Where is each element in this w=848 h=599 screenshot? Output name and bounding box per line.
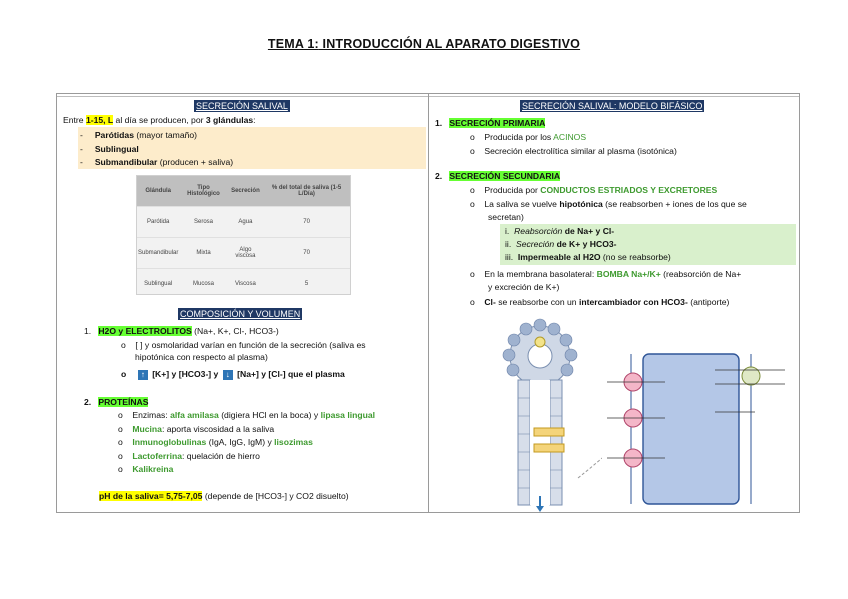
composicion-header: COMPOSICIÓN Y VOLUMEN [180, 309, 301, 319]
bullet-text: (IgA, IgG, IgM) y [206, 437, 275, 447]
ph-line [99, 490, 349, 502]
table-row [137, 238, 350, 269]
bullet-text-a: [K+] y [HCO3-] y [149, 369, 221, 379]
section-primaria [435, 117, 545, 129]
bullet-cl: o Cl- se reabsorbe con un intercambiador con HCO3- (antiporte) [470, 297, 730, 307]
bullet-text: (reabsorción de Na+ [660, 269, 742, 279]
bullet-osmolaridad-cont: hipotónica con respecto al plasma) [135, 352, 268, 362]
bullet-kalikreina: o Kalikreina [118, 464, 174, 474]
bullet-hipotonica: o La saliva se vuelve hipotónica (se reabsorben + iones de los que se [470, 199, 747, 209]
bullet-lactoferrina: o Lactoferrina: quelación de hierro [118, 451, 260, 461]
bullet-osmolaridad: o [ ] y osmolaridad varían en función de la secreción (saliva es [121, 340, 366, 350]
column-divider [428, 93, 429, 512]
bullet-text: Producida por [484, 185, 541, 195]
bullet-isotonica: o Secreción electrolítica similar al plasma (isotónica) [470, 146, 677, 156]
ph-value: pH de la saliva= 5,75-7,05 [99, 491, 203, 501]
table-row [137, 269, 350, 300]
secrecion-salival-header: SECRECIÓN SALIVAL [196, 101, 288, 111]
table-header: % del total de saliva (1-5 L/Día) [263, 176, 350, 207]
modelo-bifasico-header: SECRECIÓN SALIVAL: MODELO BIFÁSICO [522, 101, 703, 111]
gland-note: (mayor tamaño) [133, 130, 198, 140]
term-intercambiador: intercambiador con HCO3- [578, 297, 688, 307]
bullet-plasma: o ↑ [K+] y [HCO3-] y ↓ [Na+] y [Cl-] que el plasma [121, 369, 345, 379]
table-cell: Sublingual [137, 269, 179, 300]
term-inmunoglobulinas: Inmunoglobulinas [132, 437, 207, 447]
roman-text: de Na+ y Cl- [562, 226, 615, 236]
intro-count: 3 glándulas [205, 115, 254, 125]
table-cell: Mixta [179, 238, 227, 269]
bullet-hipotonica-cont: secretan) [488, 212, 524, 222]
bullet-text: (digiera HCl en la boca) y [218, 410, 321, 420]
intro-amount: 1-15, L [85, 115, 114, 125]
roman-number: iii. [505, 252, 514, 262]
roman-term: Impermeable al H2O [517, 252, 601, 262]
roman-item [505, 251, 671, 263]
gland-item: - Parótidas (mayor tamaño) [80, 130, 198, 140]
table-cell: Viscosa [228, 269, 263, 300]
item-electrolitos [84, 325, 279, 337]
title-prefix: TEMA 1: [267, 37, 319, 51]
bullet-inmuno: o Inmunoglobulinas (IgA, IgG, IgM) y lisozimas [118, 437, 313, 447]
bullet-basolateral: o En la membrana basolateral: BOMBA Na+/K+ (reabsorción de Na+ [470, 269, 742, 279]
bullet-text: se reabsorbe con un [495, 297, 579, 307]
table-header: Glándula [137, 176, 179, 207]
bullet-text: [ ] y osmolaridad varían en función de la secreción (saliva es [135, 340, 366, 350]
term-lipasa: lipasa lingual [320, 410, 376, 420]
page-title [0, 37, 848, 51]
table-row [137, 207, 350, 238]
table-cell: Submandibular [137, 238, 179, 269]
arrow-down-icon: ↓ [223, 370, 233, 380]
gland-item: - Sublingual [80, 144, 139, 154]
gland-item: - Submandibular (producen + saliva) [80, 157, 234, 167]
intro-text-a: Entre [63, 115, 86, 125]
bullet-text: Producida por los [484, 132, 554, 142]
bullet-text: : aporta viscosidad a la saliva [161, 424, 275, 434]
table-cell: Serosa [179, 207, 227, 238]
table-cell: Parótida [137, 207, 179, 238]
term-acinos: ACINOS [553, 132, 587, 142]
roman-term: Secreción [516, 239, 555, 249]
term-hipotonica: hipotónica [559, 199, 603, 209]
bullet-acinos: o Producida por los ACINOS [470, 132, 587, 142]
item-title: H2O y ELECTROLITOS [98, 326, 192, 336]
bullet-text: Enzimas: [132, 410, 171, 420]
roman-item [505, 238, 617, 250]
section-title: SECRECIÓN PRIMARIA [449, 118, 546, 128]
table-header: Secreción [228, 176, 263, 207]
roman-number: i. [505, 226, 510, 236]
gland-name: Sublingual [94, 144, 139, 154]
table-cell: 5 [263, 269, 350, 300]
gland-note: (producen + saliva) [157, 157, 234, 167]
bullet-enzimas: o Enzimas: alfa amilasa (digiera HCl en la boca) y lipasa lingual [118, 410, 376, 420]
table-header: Tipo Histológico [179, 176, 227, 207]
table-cell: Agua [228, 207, 263, 238]
section-secundaria [435, 170, 560, 182]
term-cl: Cl- [484, 297, 496, 307]
roman-term: Reabsorción [514, 226, 563, 236]
bullet-mucina: o Mucina: aporta viscosidad a la saliva [118, 424, 275, 434]
item-rest: (Na+, K+, Cl-, HCO3-) [191, 326, 279, 336]
roman-number: ii. [505, 239, 512, 249]
intro-line [63, 114, 256, 126]
section-number: 1. [435, 118, 443, 128]
gland-name: Submandibular [94, 157, 158, 167]
term-kalikreina: Kalikreina [132, 464, 174, 474]
item-proteinas [84, 396, 148, 408]
bullet-text: Secreción electrolítica similar al plasma (isotónica) [484, 146, 677, 156]
term-conductos: CONDUCTOS ESTRIADOS Y EXCRETORES [540, 185, 718, 195]
item-number: 1. [84, 326, 92, 336]
item-title: PROTEÍNAS [98, 397, 149, 407]
roman-text: de K+ y HCO3- [554, 239, 617, 249]
title-text: INTRODUCCIÓN AL APARATO DIGESTIVO [318, 37, 581, 51]
item-number: 2. [84, 397, 92, 407]
table-cell: Mucosa [179, 269, 227, 300]
bullet-text: (se reabsorben + iones de los que se [602, 199, 747, 209]
table-cell: 70 [263, 207, 350, 238]
roman-text: (no se reabsorbe) [600, 252, 671, 262]
arrow-up-icon: ↑ [138, 370, 148, 380]
bullet-conductos: o Producida por CONDUCTOS ESTRIADOS Y EXCRETORES [470, 185, 718, 195]
term-mucina: Mucina [132, 424, 162, 434]
intro-text-b: al día se producen, por [113, 115, 206, 125]
bullet-text: En la membrana basolateral: [484, 269, 597, 279]
bullet-text: (antiporte) [687, 297, 730, 307]
section-title: SECRECIÓN SECUNDARIA [449, 171, 561, 181]
bullet-basolateral-cont: y excreción de K+) [488, 282, 560, 292]
table-cell: Algo viscosa [228, 238, 263, 269]
ductal-cell-illustration [605, 340, 797, 512]
term-lisozimas: lisozimas [274, 437, 313, 447]
salivary-duct-illustration [478, 318, 602, 512]
ph-note: (depende de [HCO3-] y CO2 disuelto) [202, 491, 349, 501]
bullet-text: : quelación de hierro [182, 451, 260, 461]
roman-item [505, 225, 614, 237]
term-bomba: BOMBA Na+/K+ [596, 269, 661, 279]
gland-name: Parótidas [94, 130, 134, 140]
section-number: 2. [435, 171, 443, 181]
glands-table [136, 175, 351, 295]
term-alfa-amilasa: alfa amilasa [170, 410, 219, 420]
bullet-text: La saliva se vuelve [484, 199, 560, 209]
bullet-text-b: [Na+] y [Cl-] que el plasma [234, 369, 345, 379]
intro-text-c: : [253, 115, 256, 125]
term-lactoferrina: Lactoferrina [132, 451, 183, 461]
table-cell: 70 [263, 238, 350, 269]
